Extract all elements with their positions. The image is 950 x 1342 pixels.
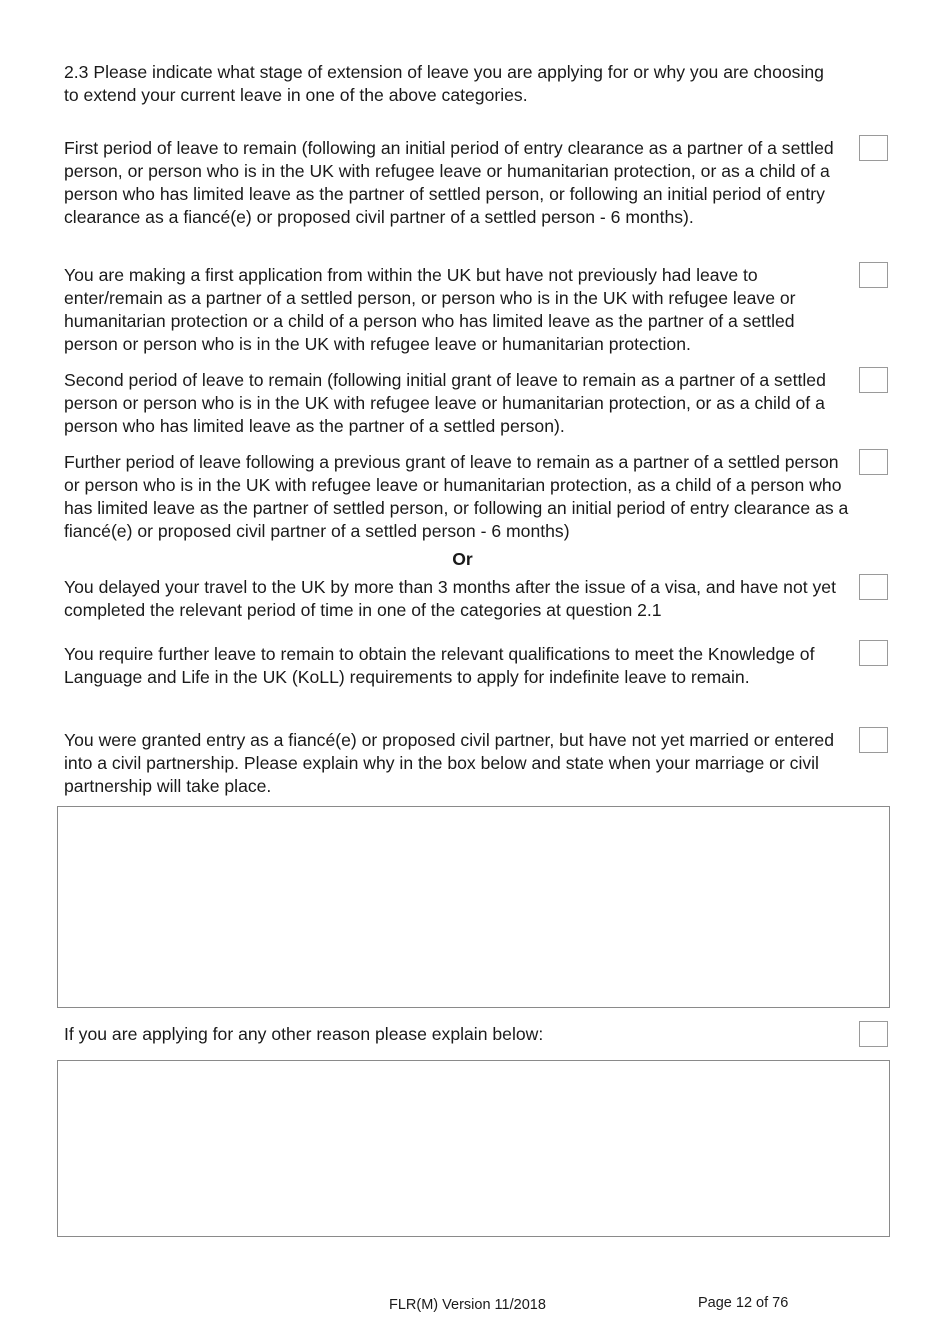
page-number: Page 12 of 76 <box>698 1295 789 1311</box>
option-first-application-label: You are making a first application from within the UK but have not previously had leave to enter/remain as a partner of a settled person, or person who is in the UK with refugee leave or humanitarian protection or a child of a person who has limited leave as the partner of a settled person or person who is in the UK with refugee leave or humanitarian protection. <box>64 265 796 354</box>
other-reason-textbox[interactable] <box>57 1060 890 1237</box>
option-second-period-checkbox[interactable] <box>859 367 888 393</box>
or-separator: Or <box>452 549 473 569</box>
option-fiance-label: You were granted entry as a fiancé(e) or proposed civil partner, but have not yet married or entered into a civil partnership. Please explain why in the box below and state when your marriage or civil partnership will take place. <box>64 730 835 796</box>
option-koll-label: You require further leave to remain to obtain the relevant qualifications to meet the Knowledge of Language and Life in the UK (KoLL) requirements to apply for indefinite leave to remain. <box>64 644 815 687</box>
option-further-period-label: Further period of leave following a previous grant of leave to remain as a partner of a settled person or person who is in the UK with refugee leave or humanitarian protection, as a child of a person who has limited leave as the partner of settled person, or following an initial period of entry clearance as a fiancé(e) or proposed civil partner of a settled person - 6 months) <box>64 452 849 541</box>
option-first-period-label: First period of leave to remain (following an initial period of entry clearance as a partner of a settled person, or person who is in the UK with refugee leave or humanitarian protection, or as a child of a person who has limited leave as the partner of settled person, or following an initial period of entry clearance as a fiancé(e) or proposed civil partner of a settled person - 6 months). <box>64 138 834 227</box>
option-second-period-label: Second period of leave to remain (following initial grant of leave to remain as a partner of a settled person or person who is in the UK with refugee leave or humanitarian protection, or as a child of a person who has limited leave as the partner of a settled person). <box>64 370 826 436</box>
option-further-period-checkbox[interactable] <box>859 449 888 475</box>
option-other-reason-checkbox[interactable] <box>859 1021 888 1047</box>
option-koll-checkbox[interactable] <box>859 640 888 666</box>
option-delayed-travel-checkbox[interactable] <box>859 574 888 600</box>
option-other-reason-label: If you are applying for any other reason please explain below: <box>64 1024 544 1044</box>
form-version: FLR(M) Version 11/2018 <box>389 1297 546 1313</box>
fiance-explanation-textbox[interactable] <box>57 806 890 1008</box>
option-first-period-checkbox[interactable] <box>859 135 888 161</box>
option-first-application-checkbox[interactable] <box>859 262 888 288</box>
question-2-3-intro: 2.3 Please indicate what stage of extension of leave you are applying for or why you are choosing to extend your current leave in one of the above categories. <box>64 62 824 105</box>
option-fiance-checkbox[interactable] <box>859 727 888 753</box>
option-delayed-travel-label: You delayed your travel to the UK by more than 3 months after the issue of a visa, and have not yet completed the relevant period of time in one of the categories at question 2.1 <box>64 577 836 620</box>
